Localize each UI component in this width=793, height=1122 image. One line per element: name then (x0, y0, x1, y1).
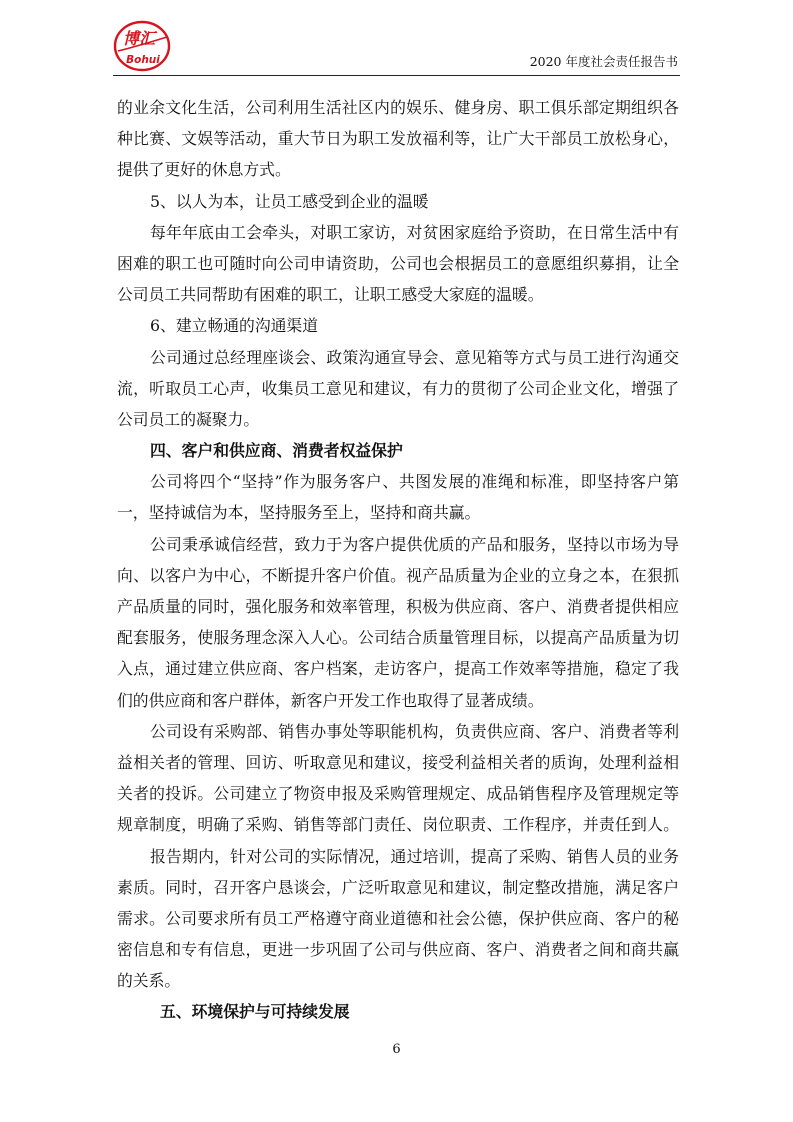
report-title: 2020 年度社会责任报告书 (529, 54, 678, 69)
text-line: 们的供应商和客户群体，新客户开发工作也取得了显著成绩。 (117, 690, 544, 710)
bohui-logo (112, 18, 172, 74)
paragraph-section-4-3 (117, 716, 679, 841)
paragraph-continuation (117, 92, 679, 186)
subheading-item-5: 5、以人为本，让员工感受到企业的温暖 (150, 191, 429, 211)
text-line: 益相关者的管理、回访、听取意见和建议，接受利益相关者的质询，处理利益相 (117, 752, 679, 772)
paragraph-item-6 (117, 342, 679, 436)
subheading-item-6: 6、建立畅通的沟通渠道 (150, 316, 319, 336)
text-line: 密信息和专有信息，更进一步巩固了公司与供应商、客户、消费者之间和商共赢 (117, 940, 679, 960)
text-line: 公司通过总经理座谈会、政策沟通宣导会、意见箱等方式与员工进行沟通交 (150, 347, 679, 367)
text-line: 需求。公司要求所有员工严格遵守商业道德和社会公德，保护供应商、客户的秘 (117, 908, 679, 928)
text-line: 素质。同时，召开客户恳谈会，广泛听取意见和建议，制定整改措施，满足客户 (117, 877, 679, 897)
text-line: 向、以客户为中心，不断提升客户价值。视产品质量为企业的立身之本，在狠抓 (117, 565, 679, 585)
text-line: 配套服务，使服务理念深入人心。公司结合质量管理目标，以提高产品质量为切 (117, 628, 679, 648)
paragraph-section-4-2 (117, 529, 679, 716)
text-line: 提供了更好的休息方式。 (117, 160, 291, 180)
paragraph-item-5 (117, 217, 679, 311)
text-line: 产品质量的同时，强化服务和效率管理，积极为供应商、客户、消费者提供相应 (117, 597, 679, 616)
text-line: 关者的投诉。公司建立了物资申报及采购管理规定、成品销售程序及管理规定等 (117, 784, 679, 804)
text-line: 流，听取员工心声，收集员工意见和建议，有力的贯彻了公司企业文化，增强了 (117, 378, 679, 398)
logo-text-en: Bohui (126, 54, 160, 66)
section-heading-5: 五、环境保护与可持续发展 (160, 1002, 350, 1022)
header-divider (113, 75, 680, 76)
text-line: 的关系。 (117, 971, 181, 991)
section-heading-4: 四、客户和供应商、消费者权益保护 (150, 441, 403, 461)
text-line: 公司将四个“坚持”作为服务客户、共图发展的准绳和标准，即坚持客户第 (150, 472, 679, 492)
logo-text-cn: 博汇 (122, 29, 156, 48)
paragraph-section-4-1 (117, 466, 679, 528)
text-line: 的业余文化生活，公司利用生活社区内的娱乐、健身房、职工俱乐部定期组织各 (117, 98, 679, 117)
text-line: 入点，通过建立供应商、客户档案，走访客户，提高工作效率等措施，稳定了我 (117, 659, 679, 679)
page-number: 6 (392, 1042, 401, 1057)
text-line: 公司员工共同帮助有困难的职工，让职工感受大家庭的温暖。 (117, 285, 544, 305)
text-line: 公司设有采购部、销售办事处等职能机构，负责供应商、客户、消费者等利 (150, 721, 679, 741)
text-line: 困难的职工也可随时向公司申请资助，公司也会根据员工的意愿组织募捐，让全 (117, 253, 679, 273)
text-line: 种比赛、文娱等活动，重大节日为职工发放福利等，让广大干部员工放松身心， (117, 129, 679, 149)
text-line: 公司秉承诚信经营，致力于为客户提供优质的产品和服务，坚持以市场为导 (150, 534, 679, 554)
text-line: 报告期内，针对公司的实际情况，通过培训，提高了采购、销售人员的业务 (150, 846, 679, 866)
body-text (117, 92, 679, 1028)
text-line: 规章制度，明确了采购、销售等部门责任、岗位职责、工作程序，并责任到人。 (117, 815, 679, 835)
paragraph-section-4-4 (117, 841, 679, 997)
text-line: 每年年底由工会牵头，对职工家访，对贫困家庭给予资助，在日常生活中有 (150, 222, 679, 242)
text-line: 一，坚持诚信为本，坚持服务至上，坚持和商共赢。 (117, 503, 481, 523)
bohui-logo-mark (112, 18, 172, 74)
text-line: 公司员工的凝聚力。 (117, 409, 260, 429)
